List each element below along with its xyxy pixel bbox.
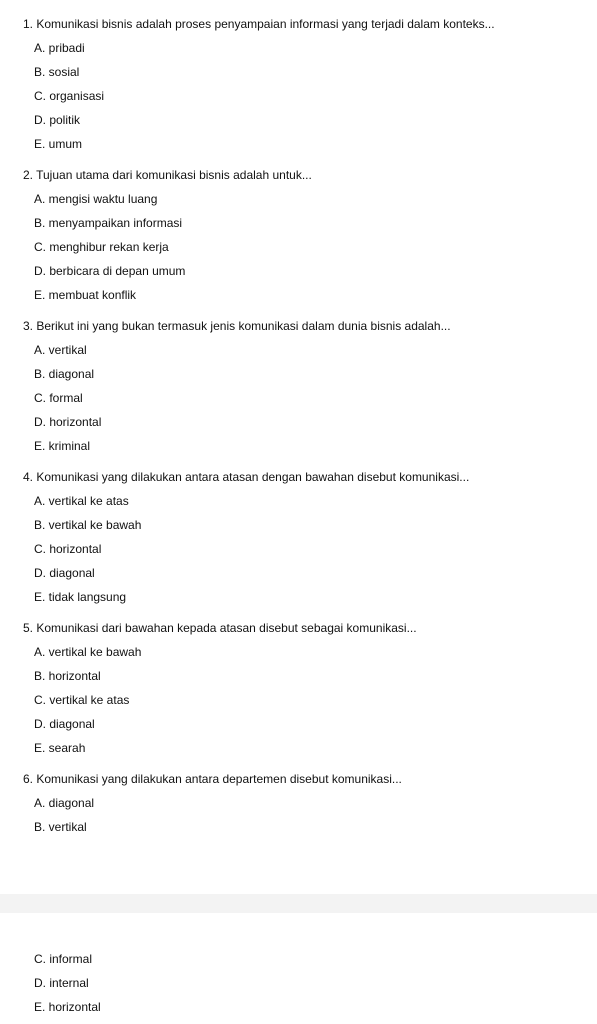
question-1-text: 1. Komunikasi bisnis adalah proses penyampaian informasi yang terjadi dalam konteks... xyxy=(23,17,495,31)
question-1-option-e[interactable]: E. umum xyxy=(34,137,83,151)
question-6-option-a[interactable]: A. diagonal xyxy=(34,796,95,810)
question-5-option-d[interactable]: D. diagonal xyxy=(34,717,95,731)
question-2-option-b[interactable]: B. menyampaikan informasi xyxy=(34,216,183,230)
question-4-option-a[interactable]: A. vertikal ke atas xyxy=(34,494,129,508)
question-3-option-b[interactable]: B. diagonal xyxy=(34,367,95,381)
question-4-option-b[interactable]: B. vertikal ke bawah xyxy=(34,518,142,532)
question-2-option-e[interactable]: E. membuat konflik xyxy=(34,288,137,302)
question-6-option-c[interactable]: C. informal xyxy=(34,952,93,966)
question-1-option-b[interactable]: B. sosial xyxy=(34,65,80,79)
question-2-option-a[interactable]: A. mengisi waktu luang xyxy=(34,192,158,206)
question-6-option-d[interactable]: D. internal xyxy=(34,976,89,990)
question-3-option-e[interactable]: E. kriminal xyxy=(34,439,91,453)
question-2-option-d[interactable]: D. berbicara di depan umum xyxy=(34,264,186,278)
question-6-text: 6. Komunikasi yang dilakukan antara departemen disebut komunikasi... xyxy=(23,772,402,786)
question-1-option-a[interactable]: A. pribadi xyxy=(34,41,85,55)
question-4-option-d[interactable]: D. diagonal xyxy=(34,566,95,580)
question-3-text: 3. Berikut ini yang bukan termasuk jenis komunikasi dalam dunia bisnis adalah... xyxy=(23,319,451,333)
question-6-option-e[interactable]: E. horizontal xyxy=(34,1000,101,1014)
question-3-option-c[interactable]: C. formal xyxy=(34,391,83,405)
question-5-option-e[interactable]: E. searah xyxy=(34,741,86,755)
question-1-option-d[interactable]: D. politik xyxy=(34,113,81,127)
page-break-band xyxy=(0,894,597,913)
question-4-option-c[interactable]: C. horizontal xyxy=(34,542,102,556)
question-6-option-b[interactable]: B. vertikal xyxy=(34,820,87,834)
question-4-text: 4. Komunikasi yang dilakukan antara atasan dengan bawahan disebut komunikasi... xyxy=(23,470,470,484)
question-5-text: 5. Komunikasi dari bawahan kepada atasan disebut sebagai komunikasi... xyxy=(23,621,417,635)
question-3-option-a[interactable]: A. vertikal xyxy=(34,343,87,357)
question-5-option-b[interactable]: B. horizontal xyxy=(34,669,101,683)
question-2-text: 2. Tujuan utama dari komunikasi bisnis adalah untuk... xyxy=(23,168,312,182)
question-1-option-c[interactable]: C. organisasi xyxy=(34,89,105,103)
question-3-option-d[interactable]: D. horizontal xyxy=(34,415,102,429)
question-5-option-a[interactable]: A. vertikal ke bawah xyxy=(34,645,142,659)
question-2-option-c[interactable]: C. menghibur rekan kerja xyxy=(34,240,169,254)
question-5-option-c[interactable]: C. vertikal ke atas xyxy=(34,693,130,707)
question-4-option-e[interactable]: E. tidak langsung xyxy=(34,590,127,604)
